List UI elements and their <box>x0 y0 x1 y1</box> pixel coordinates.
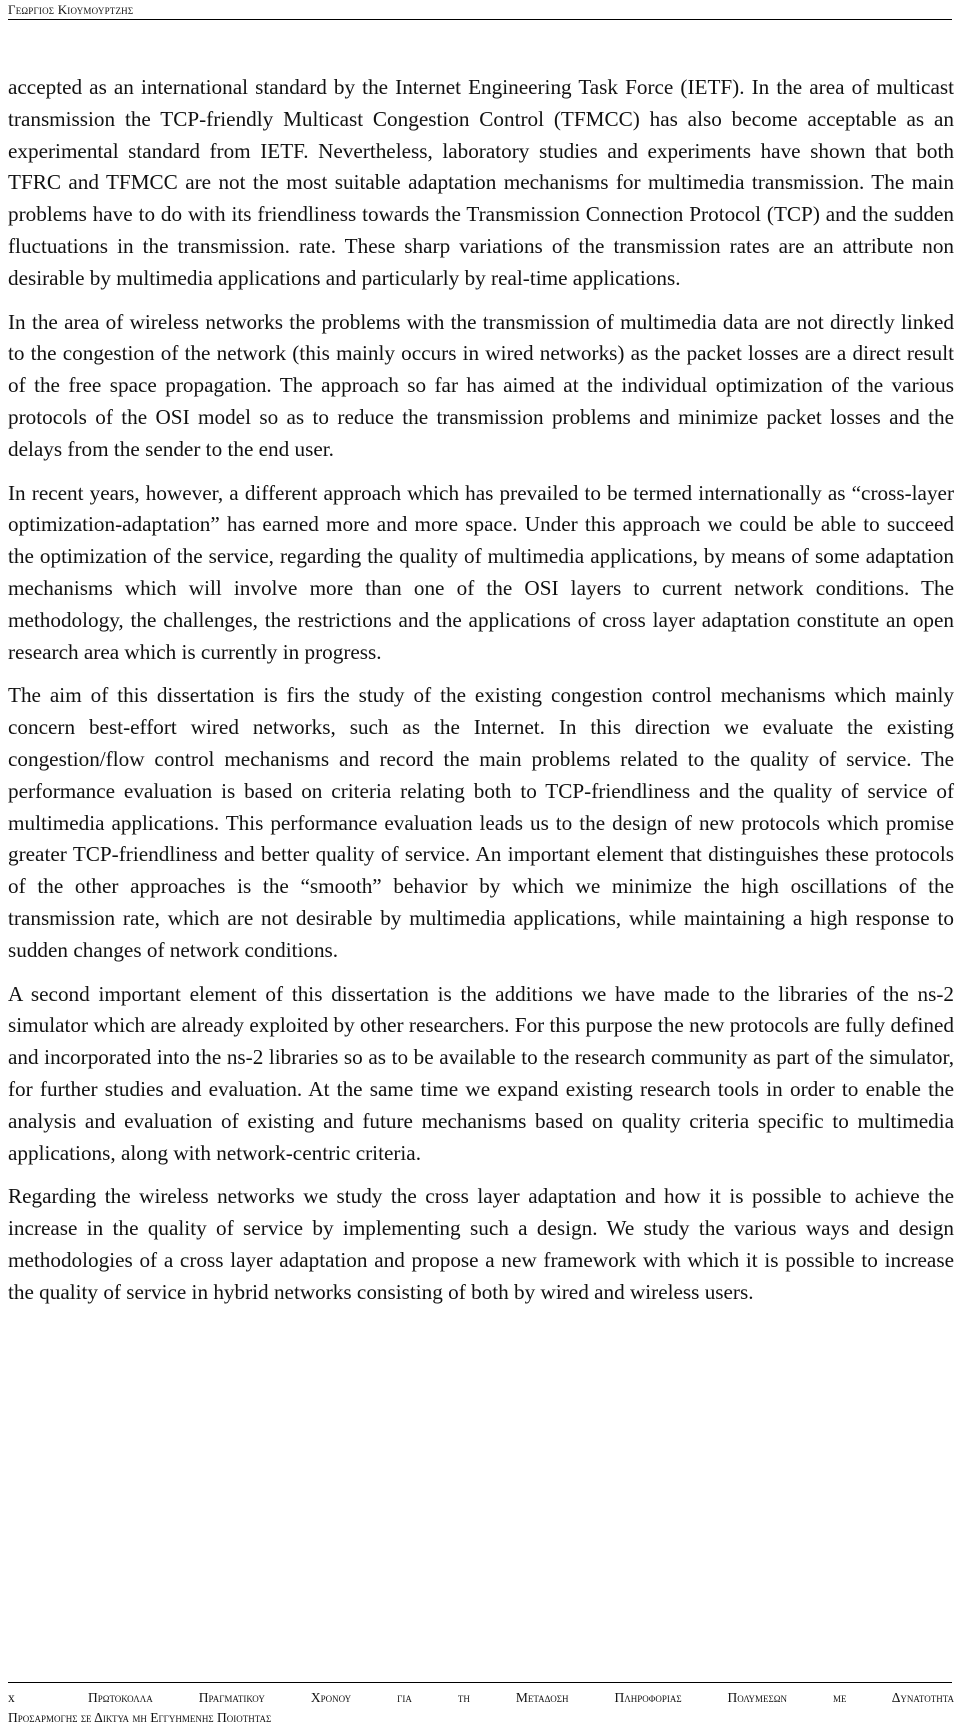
paragraph-4: The aim of this dissertation is firs the study of the existing congestion control mechanisms which mainly concern best-effort wired networks, such as the Internet. In this direction we evaluate the existing congestion/flow control mechanisms and record the main problems related to the quality of service. The performance evaluation is based on criteria relating both to TCP-friendliness and the quality of service of multimedia applications. This performance evaluation leads us to the design of new protocols which promise greater TCP-friendliness and better quality of service. An important element that distinguishes these protocols of the other approaches is the “smooth” behavior by which we minimize the high oscillations of the transmission rate, which are not desirable by multimedia applications, while maintaining a high response to sudden changes of network conditions. <box>8 683 954 962</box>
paragraph-6: Regarding the wireless networks we study the cross layer adaptation and how it is possible to achieve the increase in the quality of service by implementing such a design. We study the various ways and design methodologies of a cross layer adaptation and propose a new framework with which it is possible to increase the quality of service in hybrid networks consisting of both by wired and wireless users. <box>8 1184 954 1304</box>
page-number: x <box>8 1690 15 1705</box>
body-text <box>8 72 954 1320</box>
paragraph-5: A second important element of this dissertation is the additions we have made to the libraries of the ns-2 simulator which are already exploited by other researchers. For this purpose the new protocols are fully defined and incorporated into the ns-2 libraries so as to be available to the research community as part of the simulator, for further studies and evaluation. At the same time we expand existing research tools in order to enable the analysis and evaluation of existing and future mechanisms based on quality criteria specific to multimedia applications, along with network-centric criteria. <box>8 981 954 1165</box>
paragraph-1: accepted as an international standard by the Internet Engineering Task Force (IETF). In the area of multicast transmission the TCP-friendly Multicast Congestion Control (TFMCC) has also become acceptable as an experimental standard from IETF. Nevertheless, laboratory studies and experiments have shown that both TFRC and TFMCC are not the most suitable adaptation mechanisms for multimedia transmission. The main problems have to do with its friendliness towards the Transmission Connection Protocol (TCP) and the sudden fluctuations in the transmission. rate. These sharp variations of the transmission rates are an attribute non desirable by multimedia applications and particularly by real-time applications. <box>8 75 954 290</box>
footer-rule <box>8 1682 952 1683</box>
paragraph-3: In recent years, however, a different approach which has prevailed to be termed internationally as “cross-layer optimization-adaptation” has earned more and more space. Under this approach we could be able to succeed the optimization of the service, regarding the quality of multimedia applications, by means of some adaptation mechanisms which will involve more than one of the OSI layers to current network conditions. The methodology, the challenges, the restrictions and the applications of cross layer adaptation constitute an open research area which is currently in progress. <box>8 480 954 664</box>
footer-title-line-1: Πρωτοκολλα Πραγματικου Χρονου για τη Μεταδοση Πληροφοριασ Πολυμεσων με Δυνατοτητα <box>88 1690 954 1705</box>
footer-title-line-2: Προσαρμογησ σε Δικτυα μη Εγγυημενησ Ποιοτητασ <box>8 1710 272 1725</box>
footer-line-1 <box>8 1688 954 1708</box>
page-footer <box>8 1688 954 1728</box>
paragraph-2: In the area of wireless networks the problems with the transmission of multimedia data are not directly linked to the congestion of the network (this mainly occurs in wired networks) as the packet losses are a direct result of the free space propagation. The approach so far has aimed at the individual optimization of the various protocols of the OSI model so as to reduce the transmission problems and minimize packet losses and the delays from the sender to the end user. <box>8 309 954 461</box>
header-rule <box>8 19 952 20</box>
running-head-author: Γεωργιοσ Κιουμουρτζησ <box>8 2 134 17</box>
